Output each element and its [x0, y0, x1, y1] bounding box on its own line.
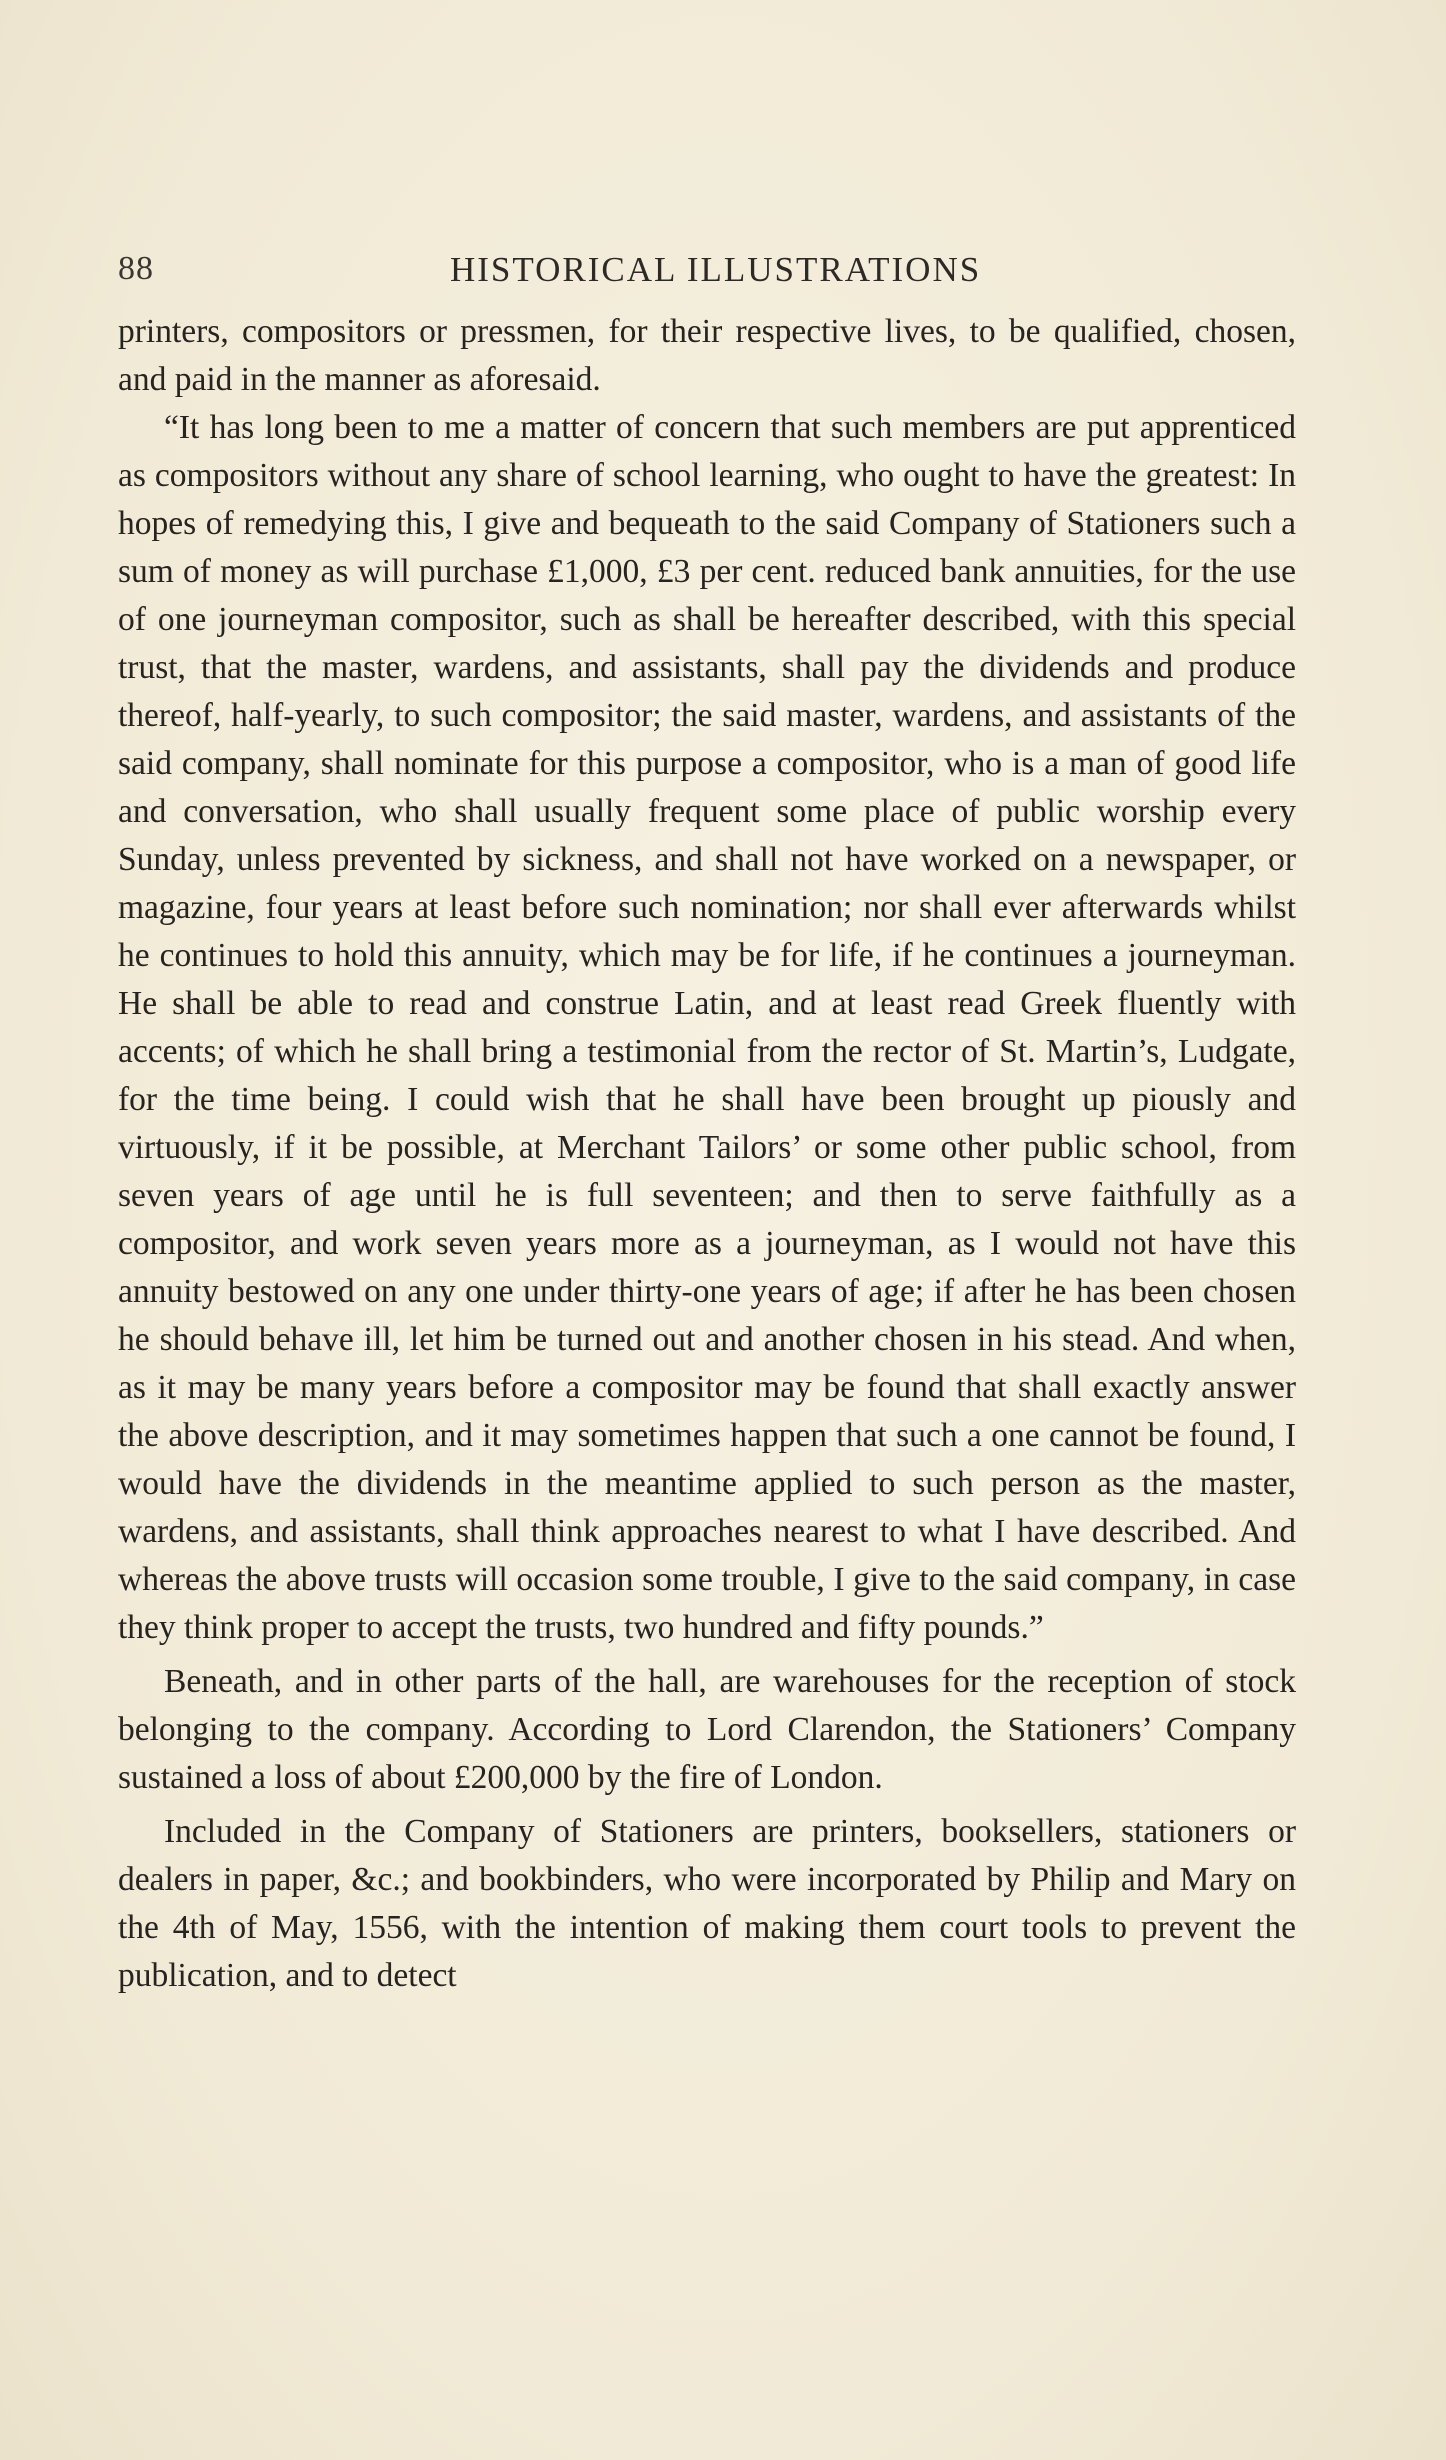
paragraph: Beneath, and in other parts of the hall, are warehouses for the reception of stock belonging to the company. According to Lord Clarendon, the Stationers’ Company sustained a loss of about £200,000 by the fire of London.: [118, 1663, 1296, 1796]
paragraph: printers, compositors or pressmen, for their respective lives, to be qualified, chosen, and paid in the manner as aforesaid.: [118, 313, 1296, 398]
page-number: 88: [118, 250, 154, 287]
running-head: [118, 250, 1298, 300]
paragraph: Included in the Company of Stationers are printers, booksellers, stationers or dealers in paper, &c.; and bookbinders, who were incorporated by Philip and Mary on the 4th of May, 1556, with the intention of making them court tools to prevent the publication, and to detect: [118, 1813, 1296, 1994]
body-text: [118, 308, 1296, 2000]
paragraph: “It has long been to me a matter of concern that such members are put apprenticed as compositors without any share of school learning, who ought to have the greatest: In hopes of remedying this, I give and bequeath to the said Company of Stationers such a sum of money as will purchase £1,000, £3 per cent. reduced bank annuities, for the use of one journeyman compositor, such as shall be hereafter described, with this special trust, that the master, wardens, and assistants, shall pay the dividends and produce thereof, half-yearly, to such compositor; the said master, wardens, and assistants of the said company, shall nominate for this purpose a compositor, who is a man of good life and conversation, who shall usually frequent some place of public worship every Sunday, unless prevented by sickness, and shall not have worked on a newspaper, or magazine, four years at least before such nomination; nor shall ever afterwards whilst he continues to hold this annuity, which may be for life, if he continues a journeyman. He shall be able to read and construe Latin, and at least read Greek fluently with accents; of which he shall bring a testimonial from the rector of St. Martin’s, Ludgate, for the time being. I could wish that he shall have been brought up piously and virtuously, if it be possible, at Merchant Tailors’ or some other public school, from seven years of age until he is full seventeen; and then to serve faithfully as a compositor, and work seven years more as a journeyman, as I would not have this annuity bestowed on any one under thirty-one years of age; if after he has been chosen he should behave ill, let him be turned out and another chosen in his stead. And when, as it may be many years before a compositor may be found that shall exactly answer the above description, and it may sometimes happen that such a one cannot be found, I would have the dividends in the meantime applied to such person as the master, wardens, and assistants, shall think approaches nearest to what I have described. And whereas the above trusts will occasion some trouble, I give to the said company, in case they think proper to accept the trusts, two hundred and fifty pounds.”: [118, 409, 1296, 1646]
running-head-title: HISTORICAL ILLUSTRATIONS: [450, 250, 982, 289]
